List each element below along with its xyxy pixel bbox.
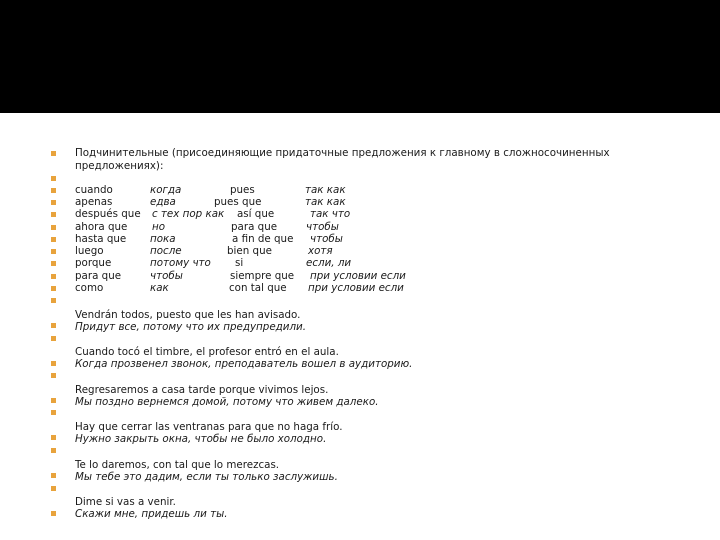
bullet-icon [51, 225, 56, 230]
bullet-icon [51, 176, 56, 181]
bullet-icon [51, 410, 56, 415]
bullet-icon [51, 212, 56, 217]
conj-es2: siempre que [230, 270, 295, 282]
example-ru: Придут все, потому что их предупредили. [75, 321, 307, 333]
conj-es: luego [75, 245, 104, 257]
title-band [0, 0, 720, 113]
conj-es2: pues [230, 184, 255, 196]
conj-es: ahora que [75, 221, 128, 233]
bullet-icon [51, 473, 56, 478]
conj-es: como [75, 282, 104, 294]
conj-ru2: при условии если [308, 282, 404, 294]
example-es: Te lo daremos, con tal que lo merezcas. [75, 459, 280, 471]
bullet-icon [51, 261, 56, 266]
bullet-icon [51, 435, 56, 440]
conj-es: porque [75, 257, 112, 269]
bullet-icon [51, 151, 56, 156]
bullet-icon [51, 373, 56, 378]
conj-ru: едва [150, 196, 176, 208]
bullet-icon [51, 336, 56, 341]
bullet-icon [51, 188, 56, 193]
conj-es2: si [235, 257, 244, 269]
intro-text: Подчинительные (присоединяющие придаточные предложения к главному в сложносочиненных предложениях): [75, 147, 610, 172]
conj-es: para que [75, 270, 122, 282]
conj-ru: когда [150, 184, 182, 196]
conj-es: hasta que [75, 233, 127, 245]
conj-ru: после [150, 245, 182, 257]
conj-ru2: если, ли [306, 257, 352, 269]
conj-ru2: так как [305, 196, 346, 208]
bullet-icon [51, 511, 56, 516]
conj-ru2: чтобы [310, 233, 343, 245]
example-ru: Когда прозвенел звонок, преподаватель вошел в аудиторию. [75, 358, 413, 370]
bullet-icon [51, 398, 56, 403]
example-es: Regresaremos a casa tarde porque vivimos lejos. [75, 384, 329, 396]
example-ru: Скажи мне, придешь ли ты. [75, 508, 228, 520]
conj-es: apenas [75, 196, 113, 208]
conj-ru: чтобы [150, 270, 183, 282]
example-es: Hay que cerrar las ventranas para que no haga frío. [75, 421, 343, 433]
bullet-icon [51, 323, 56, 328]
bullet-icon [51, 200, 56, 205]
example-ru: Мы поздно вернемся домой, потому что живем далеко. [75, 396, 379, 408]
bullet-icon [51, 249, 56, 254]
conj-es2: así que [237, 208, 275, 220]
example-es: Cuando tocó el timbre, el profesor entró en el aula. [75, 346, 339, 358]
conj-ru2: чтобы [306, 221, 339, 233]
conj-es2: a fin de que [232, 233, 294, 245]
bullet-icon [51, 298, 56, 303]
conj-es2: pues que [214, 196, 262, 208]
conj-es2: con tal que [229, 282, 287, 294]
bullet-icon [51, 286, 56, 291]
conj-ru: потому что [150, 257, 211, 269]
bullet-icon [51, 237, 56, 242]
conj-ru2: при условии если [310, 270, 406, 282]
example-es: Dime si vas a venir. [75, 496, 176, 508]
example-ru: Мы тебе это дадим, если ты только заслужишь. [75, 471, 338, 483]
conj-ru2: хотя [308, 245, 333, 257]
bullet-icon [51, 448, 56, 453]
conj-es: cuando [75, 184, 113, 196]
conj-ru: как [150, 282, 169, 294]
conj-ru2: так что [310, 208, 351, 220]
conj-es2: bien que [227, 245, 272, 257]
bullet-icon [51, 361, 56, 366]
example-ru: Нужно закрыть окна, чтобы не было холодно. [75, 433, 327, 445]
conj-es2: para que [231, 221, 278, 233]
conj-ru: но [152, 221, 166, 233]
bullet-icon [51, 274, 56, 279]
conj-ru: с тех пор как [152, 208, 225, 220]
conj-ru: пока [150, 233, 176, 245]
conj-ru2: так как [305, 184, 346, 196]
example-es: Vendrán todos, puesto que les han avisado. [75, 309, 301, 321]
bullet-icon [51, 486, 56, 491]
conj-es: después que [75, 208, 141, 220]
